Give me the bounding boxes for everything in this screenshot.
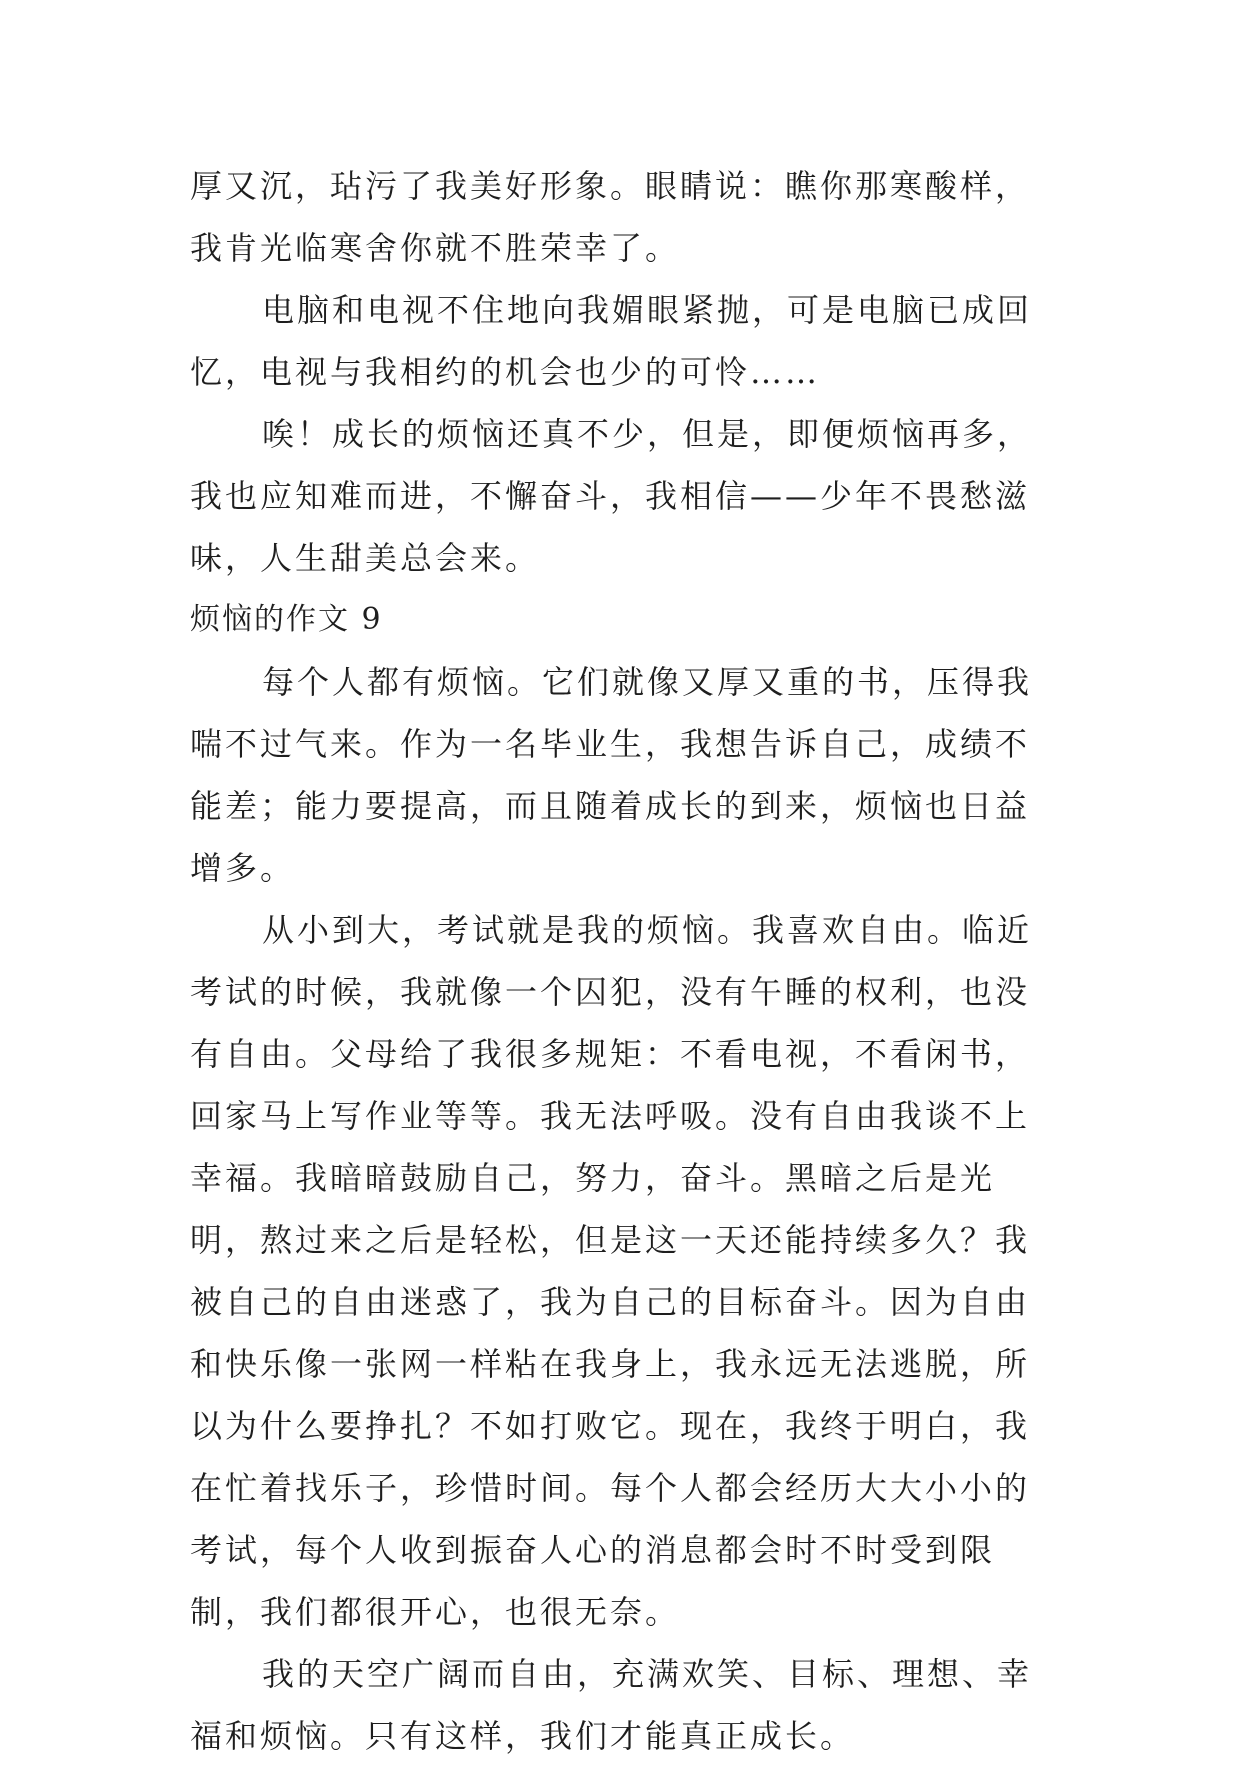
section-heading: 烦恼的作文 9	[190, 602, 383, 637]
paragraph-4: 每个人都有烦恼。它们就像又厚又重的书，压得我喘不过气来。作为一名毕业生，我想告诉自己，成绩不能差；能力要提高，而且随着成长的到来，烦恼也日益增多。	[190, 663, 1033, 887]
paragraph-6: 我的天空广阔而自由，充满欢笑、目标、理想、幸福和烦恼。只有这样，我们才能真正成长。	[190, 1655, 1033, 1755]
paragraph-1: 厚又沉，玷污了我美好形象。眼睛说：瞧你那寒酸样，我肯光临寒舍你就不胜荣幸了。	[190, 167, 1031, 267]
paragraph-2: 电脑和电视不住地向我媚眼紧抛，可是电脑已成回忆，电视与我相约的机会也少的可怜……	[190, 291, 1033, 391]
paragraph-5: 从小到大，考试就是我的烦恼。我喜欢自由。临近考试的时候，我就像一个囚犯，没有午睡的权利，也没有自由。父母给了我很多规矩：不看电视，不看闲书，回家马上写作业等等。我无法呼吸。没有自由我谈不上幸福。我暗暗鼓励自己，努力，奋斗。黑暗之后是光明，熬过来之后是轻松，但是这一天还能持续多久？我被自己的自由迷惑了，我为自己的目标奋斗。因为自由和快乐像一张网一样粘在我身上，我永远无法逃脱，所以为什么要挣扎？不如打败它。现在，我终于明白，我在忙着找乐子，珍惜时间。每个人都会经历大大小小的考试，每个人收到振奋人心的消息都会时不时受到限制，我们都很开心，也很无奈。	[190, 911, 1033, 1631]
paragraph-3: 唉！成长的烦恼还真不少，但是，即便烦恼再多，我也应知难而进，不懈奋斗，我相信——少年不畏愁滋味，人生甜美总会来。	[190, 415, 1033, 577]
document-body	[190, 155, 1060, 1767]
